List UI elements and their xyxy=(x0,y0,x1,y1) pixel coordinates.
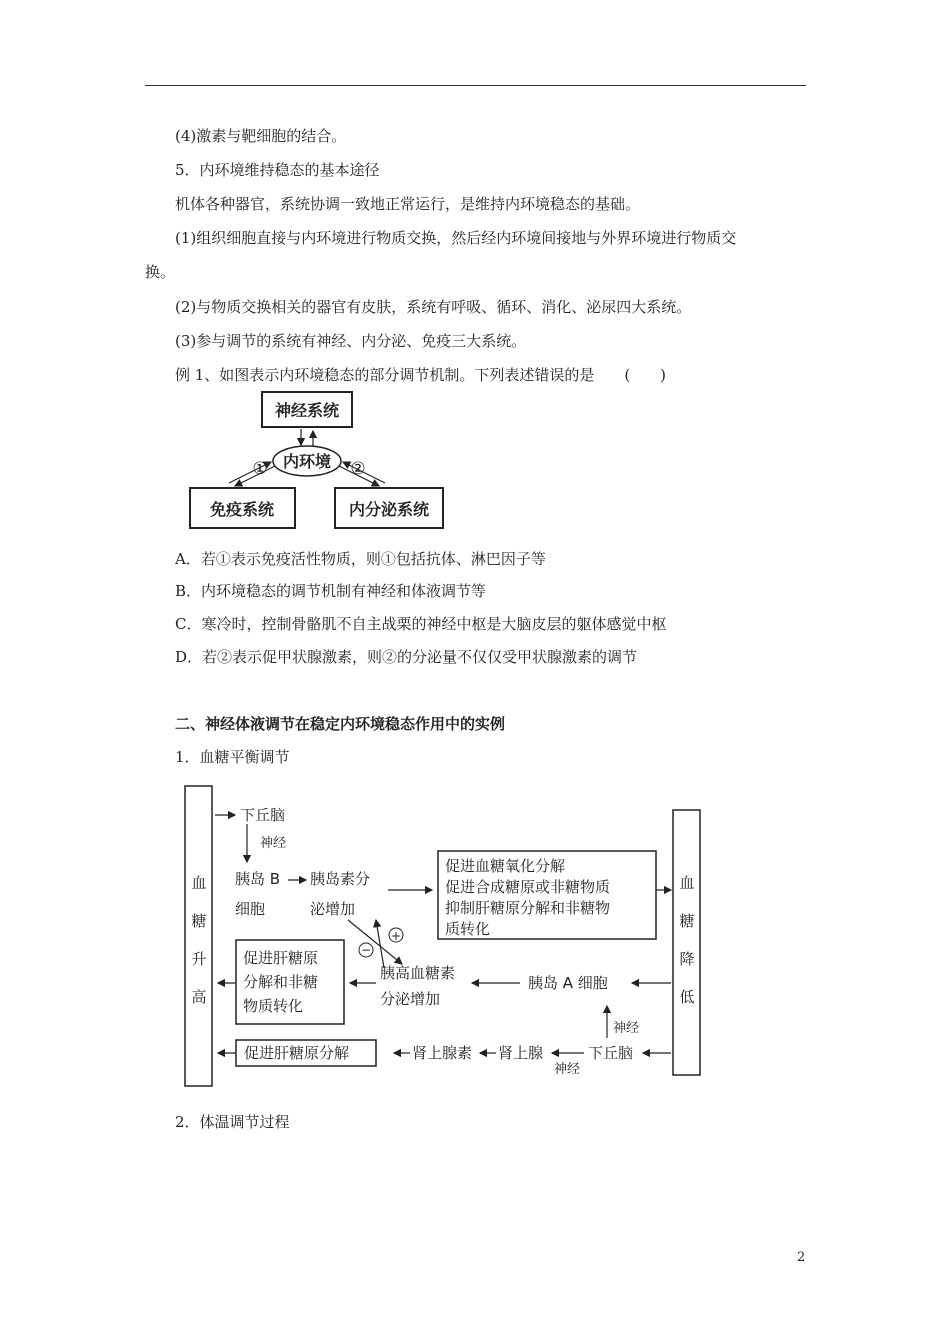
blood-sugar-rise-bar xyxy=(185,786,212,1086)
immune-system-label: 免疫系统 xyxy=(209,500,275,519)
svg-text:促进肝糖原分解: 促进肝糖原分解 xyxy=(244,1044,350,1062)
svg-text:降: 降 xyxy=(679,950,695,968)
hypothalamus-top: 下丘脑 xyxy=(240,806,286,824)
blood-sugar-drop-bar xyxy=(673,810,700,1075)
homeostasis-diagram xyxy=(185,390,450,535)
svg-text:−: − xyxy=(360,943,372,957)
paragraph: 机体各种器官，系统协调一致地正常运行，是维持内环境稳态的基础。 xyxy=(175,195,641,213)
endocrine-system-label: 内分泌系统 xyxy=(348,500,430,519)
svg-text:细胞: 细胞 xyxy=(235,900,266,918)
svg-text:神经: 神经 xyxy=(613,1021,640,1036)
point-2: (2)与物质交换相关的器官有皮肤，系统有呼吸、循环、消化、泌尿四大系统。 xyxy=(175,298,692,316)
svg-text:血: 血 xyxy=(679,874,695,892)
insulin-secretion: 胰岛素分 xyxy=(310,870,371,888)
svg-text:促进合成糖原或非糖物质: 促进合成糖原或非糖物质 xyxy=(445,878,611,896)
svg-text:神经: 神经 xyxy=(554,1062,581,1077)
adrenaline: 肾上腺素 xyxy=(412,1044,473,1062)
alpha-cell: 胰岛 A 细胞 xyxy=(528,974,608,992)
svg-text:+: + xyxy=(390,929,402,943)
heading-5: 5．内环境维持稳态的基本途径 xyxy=(175,161,380,179)
option-a: A．若①表示免疫活性物质，则①包括抗体、淋巴因子等 xyxy=(175,550,546,568)
option-b: B．内环境稳态的调节机制有神经和体液调节等 xyxy=(175,582,487,600)
option-c: C．寒冷时，控制骨骼肌不自主战栗的神经中枢是大脑皮层的躯体感觉中枢 xyxy=(175,615,667,633)
page-number: 2 xyxy=(797,1250,806,1265)
svg-text:神经: 神经 xyxy=(260,836,287,851)
svg-text:升: 升 xyxy=(191,950,207,968)
svg-text:促进肝糖原: 促进肝糖原 xyxy=(243,949,319,967)
hypothalamus-bottom: 下丘脑 xyxy=(588,1044,634,1062)
subheading-temperature: 2．体温调节过程 xyxy=(175,1113,290,1131)
marker-1: ① xyxy=(252,459,268,479)
svg-text:血: 血 xyxy=(191,874,207,892)
svg-text:高: 高 xyxy=(191,988,207,1006)
internal-environment-label: 内环境 xyxy=(282,452,332,471)
svg-text:抑制肝糖原分解和非糖物: 抑制肝糖原分解和非糖物 xyxy=(445,899,611,917)
svg-text:促进血糖氧化分解: 促进血糖氧化分解 xyxy=(445,857,566,875)
svg-text:分解和非糖: 分解和非糖 xyxy=(243,973,319,991)
option-d: D．若②表示促甲状腺激素，则②的分泌量不仅仅受甲状腺激素的调节 xyxy=(175,648,638,666)
svg-text:糖: 糖 xyxy=(679,912,695,930)
point-1: (1)组织细胞直接与内环境进行物质交换，然后经内环境间接地与外界环境进行物质交 xyxy=(175,229,737,247)
marker-2: ② xyxy=(350,459,366,479)
adrenal-gland: 肾上腺 xyxy=(498,1044,544,1062)
svg-text:低: 低 xyxy=(679,988,695,1006)
section-heading: 二、神经体液调节在稳定内环境稳态作用中的实例 xyxy=(175,715,506,733)
blood-sugar-diagram xyxy=(180,780,720,1092)
point-3: (3)参与调节的系统有神经、内分泌、免疫三大系统。 xyxy=(175,332,527,350)
example-question: 例 1、如图表示内环境稳态的部分调节机制。下列表述错误的是 ( ) xyxy=(175,366,667,384)
glucagon-secretion: 胰高血糖素 xyxy=(380,964,456,982)
svg-text:物质转化: 物质转化 xyxy=(243,997,304,1015)
text-line-4: (4)激素与靶细胞的结合。 xyxy=(175,127,347,145)
svg-text:糖: 糖 xyxy=(191,912,207,930)
point-1-cont: 换。 xyxy=(145,263,176,281)
header-rule xyxy=(145,85,806,86)
svg-text:泌增加: 泌增加 xyxy=(310,900,356,918)
subheading-blood-sugar: 1．血糖平衡调节 xyxy=(175,748,290,766)
nervous-system-label: 神经系统 xyxy=(274,401,340,420)
svg-text:质转化: 质转化 xyxy=(445,920,491,938)
beta-cell: 胰岛 B xyxy=(235,870,281,888)
svg-text:分泌增加: 分泌增加 xyxy=(380,990,441,1008)
